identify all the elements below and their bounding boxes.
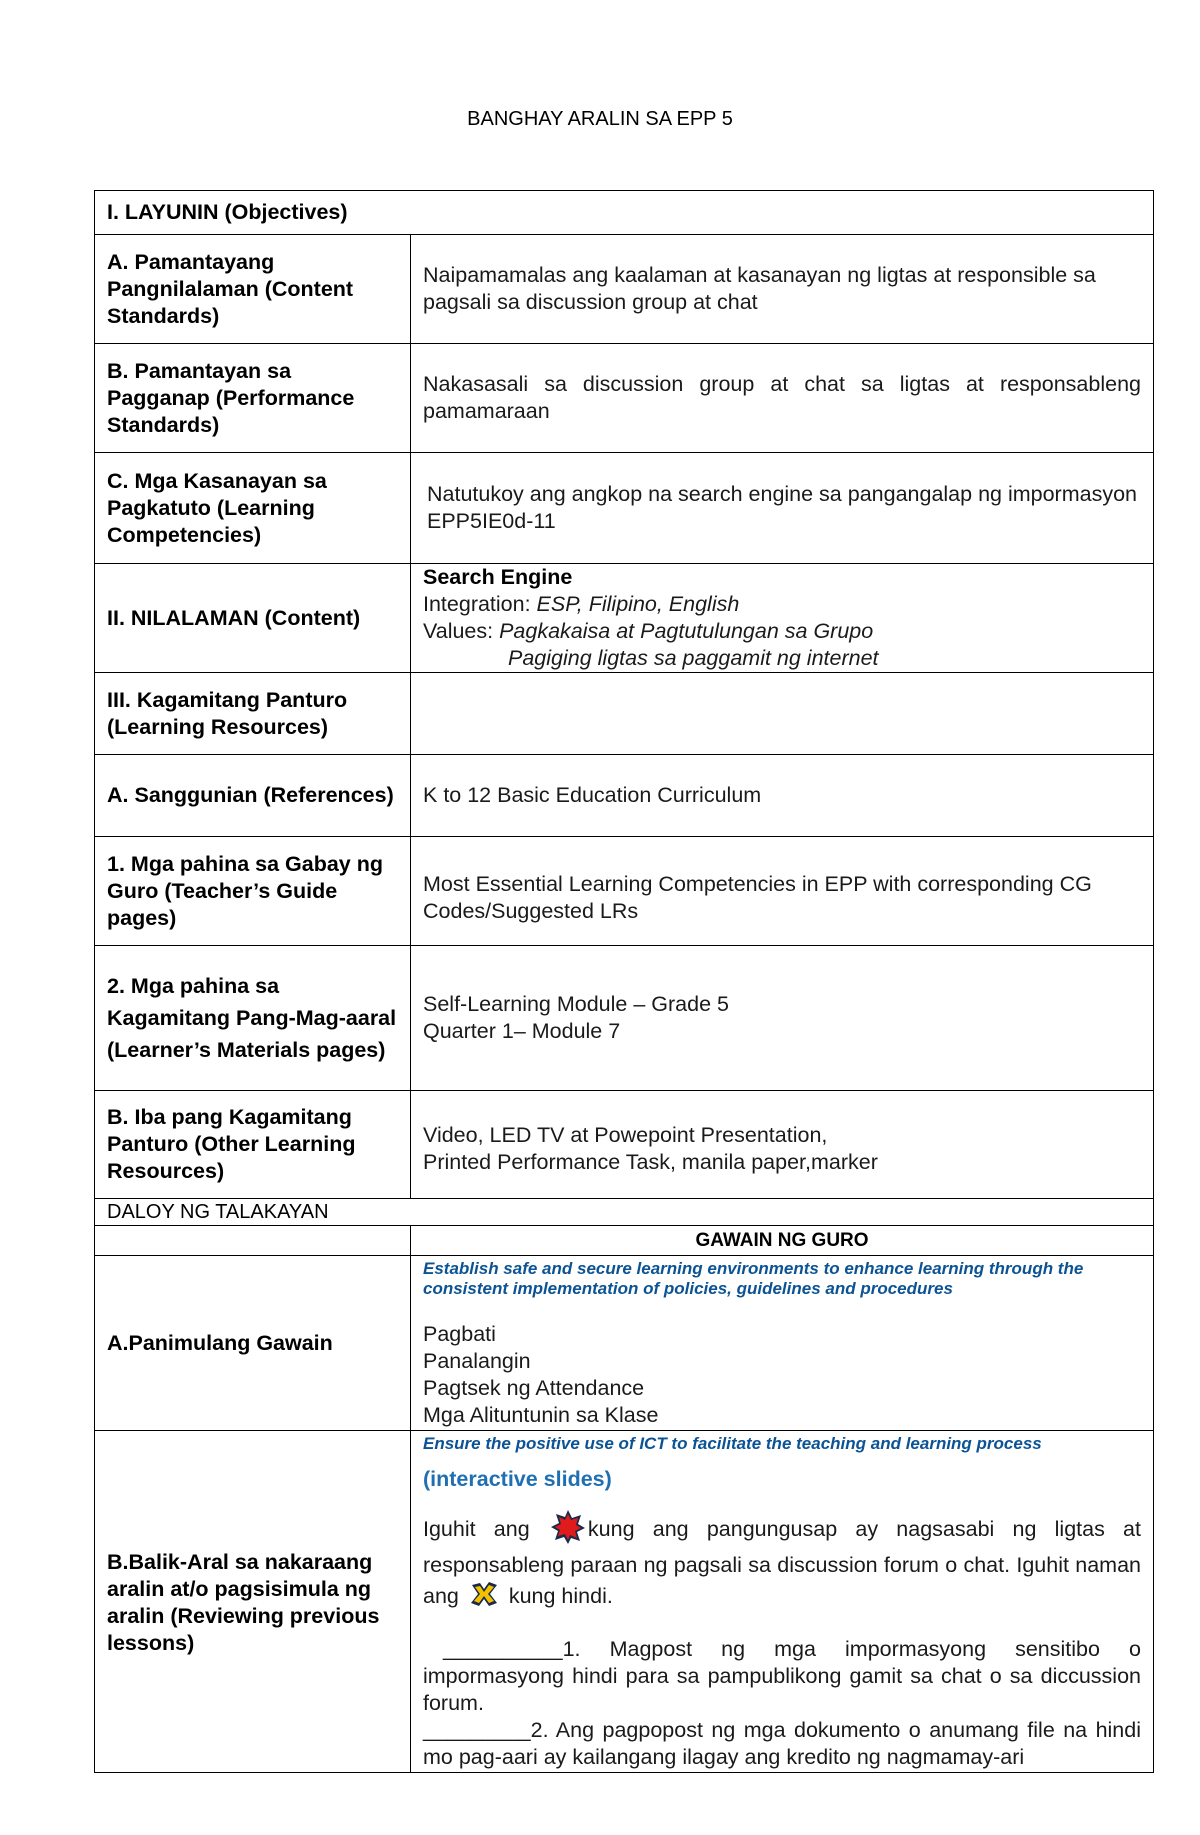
row-competencies: [95, 453, 1154, 564]
instructions-part-3: kung hindi.: [502, 1584, 613, 1609]
references-label: A. Sanggunian (References): [95, 755, 411, 837]
row-resources: [95, 673, 1154, 755]
interactive-slides-label: (interactive slides): [423, 1467, 612, 1491]
row-content-standards: [95, 235, 1154, 344]
values-value-2: Pagiging ligtas sa paggamit ng internet: [508, 646, 879, 670]
row-other-resources: [95, 1091, 1154, 1199]
instructions-part-1: Iguhit ang: [423, 1517, 548, 1542]
panimula-item-3: Pagtsek ng Attendance: [423, 1376, 645, 1400]
other-resources-value: [411, 1091, 1154, 1199]
lesson-plan-table: [94, 190, 1154, 1773]
instructions-part-2: kung ang pangungusap ay nagsasabi ng ligtas at responsableng paraan ng pagsali sa discussion forum o chat. Iguhit naman ang: [423, 1517, 1141, 1609]
daloy-heading: DALOY NG TALAKAYAN: [95, 1199, 1154, 1226]
balik-aral-note: Ensure the positive use of ICT to facilitate the teaching and learning process: [423, 1434, 1042, 1453]
learners-materials-label: 2. Mga pahina sa Kagamitang Pang-Mag-aaral (Learner’s Materials pages): [95, 946, 411, 1091]
content-standards-label: A. Pamantayang Pangnilalaman (Content Standards): [95, 235, 411, 344]
resources-value: [411, 673, 1154, 755]
panimula-item-2: Panalangin: [423, 1349, 531, 1373]
content-standards-value: Naipamamalas ang kaalaman at kasanayan ng ligtas at responsible sa pagsali sa discussion group at chat: [411, 235, 1154, 344]
other-resources-line-1: Video, LED TV at Powepoint Presentation,: [423, 1122, 828, 1147]
panimula-note: Establish safe and secure learning environments to enhance learning through the consistent implementation of policies, guidelines and procedures: [423, 1259, 1084, 1298]
performance-standards-text: Nakasasali sa discussion group at chat sa ligtas at responsableng pamamaraan: [423, 372, 1141, 423]
other-resources-label: B. Iba pang Kagamitang Panturo (Other Learning Resources): [95, 1091, 411, 1199]
nilalaman-heading: Search Engine: [423, 565, 573, 589]
panimula-value: [411, 1256, 1154, 1431]
learners-materials-line-2: Quarter 1– Module 7: [423, 1019, 621, 1043]
balik-aral-item-2: _________2. Ang pagpopost ng mga dokumento o anumang file na hindi mo pag-aari ay kailangang ilagay ang kredito ng nagmamay-ari: [423, 1718, 1141, 1769]
row-nilalaman: [95, 564, 1154, 673]
integration-label: Integration:: [423, 592, 537, 616]
competencies-label: C. Mga Kasanayan sa Pagkatuto (Learning Competencies): [95, 453, 411, 564]
row-panimula: [95, 1256, 1154, 1431]
balik-aral-instructions: [423, 1509, 1141, 1616]
nilalaman-label: II. NILALAMAN (Content): [95, 564, 411, 673]
star-icon: [550, 1509, 586, 1552]
row-daloy: [95, 1199, 1154, 1226]
teachers-guide-label: 1. Mga pahina sa Gabay ng Guro (Teacher’s Guide pages): [95, 837, 411, 946]
competencies-value: Natutukoy ang angkop na search engine sa pangangalap ng impormasyon EPP5IE0d-11: [411, 453, 1154, 564]
values-value-1: Pagkakaisa at Pagtutulungan sa Grupo: [499, 619, 874, 643]
panimula-item-4: Mga Alituntunin sa Klase: [423, 1403, 659, 1427]
row-performance-standards: [95, 344, 1154, 453]
panimula-item-1: Pagbati: [423, 1322, 496, 1346]
teachers-guide-value: Most Essential Learning Competencies in EPP with corresponding CG Codes/Suggested LRs: [411, 837, 1154, 946]
other-resources-line-2: Printed Performance Task, manila paper,marker: [423, 1149, 878, 1174]
balik-aral-value: [411, 1431, 1154, 1773]
row-layunin: [95, 191, 1154, 235]
row-teachers-guide: [95, 837, 1154, 946]
row-gawain-header: [95, 1226, 1154, 1256]
integration-value: ESP, Filipino, English: [536, 592, 740, 616]
learners-materials-value: [411, 946, 1154, 1091]
x-mark-icon: [467, 1579, 501, 1616]
resources-label: III. Kagamitang Panturo (Learning Resources): [95, 673, 411, 755]
nilalaman-value: [411, 564, 1154, 673]
panimula-label: A.Panimulang Gawain: [95, 1256, 411, 1431]
learners-materials-line-1: Self-Learning Module – Grade 5: [423, 992, 729, 1016]
row-references: [95, 755, 1154, 837]
performance-standards-value: [411, 344, 1154, 453]
row-balik-aral: [95, 1431, 1154, 1773]
layunin-heading: I. LAYUNIN (Objectives): [95, 191, 1154, 235]
page-title: BANGHAY ARALIN SA EPP 5: [467, 108, 733, 130]
values-label: Values:: [423, 619, 500, 643]
gawain-header: GAWAIN NG GURO: [411, 1226, 1154, 1256]
row-learners-materials: [95, 946, 1154, 1091]
performance-standards-label: B. Pamantayan sa Pagganap (Performance Standards): [95, 344, 411, 453]
references-value: K to 12 Basic Education Curriculum: [411, 755, 1154, 837]
balik-aral-label: B.Balik-Aral sa nakaraang aralin at/o pagsisimula ng aralin (Reviewing previous lessons): [95, 1431, 411, 1773]
balik-aral-item-1: __________1. Magpost ng mga impormasyong sensitibo o impormasyong hindi para sa pampublikong gamit sa chat o sa diccussion forum.: [423, 1637, 1141, 1715]
gawain-header-blank: [95, 1226, 411, 1256]
